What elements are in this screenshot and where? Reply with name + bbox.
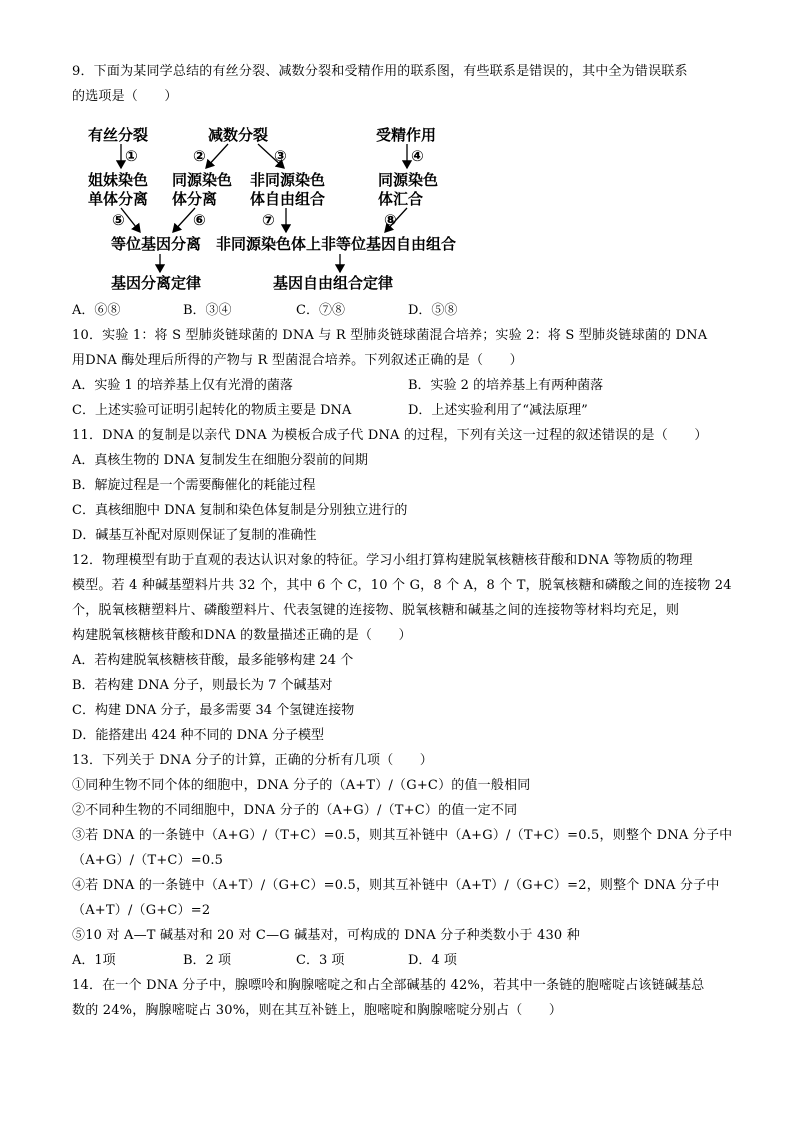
label-mitosis: 有丝分裂 xyxy=(88,126,149,144)
q9-option-b[interactable]: B．③④ xyxy=(183,303,232,318)
label-homolog-join-line2: 体汇合 xyxy=(378,190,424,208)
label-nonhomolog-line2: 体自由组合 xyxy=(250,190,326,208)
label-fertilization: 受精作用 xyxy=(376,126,437,144)
q13-option-b[interactable]: B．2 项 xyxy=(183,953,231,968)
q12-stem-line2: 模型。若 4 种碱基塑料片共 32 个，其中 6 个 C，10 个 G，8 个 A，8 个 T，脱氧核糖和磷酸之间的连接物 24 xyxy=(72,578,732,593)
q11-option-d[interactable]: D．碱基互补配对原则保证了复制的准确性 xyxy=(72,528,317,543)
q11-option-b[interactable]: B．解旋过程是一个需要酶催化的耗能过程 xyxy=(72,478,316,493)
q10-stem-line1: 10．实验 1：将 S 型肺炎链球菌的 DNA 与 R 型肺炎链球菌混合培养；实验 2：将 S 型肺炎链球菌的 DNA xyxy=(72,328,708,343)
marker-1: ① xyxy=(125,147,138,165)
q11-stem: 11．DNA 的复制是以亲代 DNA 为模板合成子代 DNA 的过程，下列有关这一过程的叙述错误的是（ ） xyxy=(72,428,708,443)
label-law-segregation: 基因分离定律 xyxy=(111,274,202,292)
q13-statement-4-line2: （A+T）/（G+C）=2 xyxy=(72,903,211,918)
marker-3: ③ xyxy=(274,147,287,165)
q12-stem-line1: 12．物理模型有助于直观的表达认识对象的特征。学习小组打算构建脱氧核糖核苷酸和DNA 等物质的物理 xyxy=(72,553,693,568)
q12-option-d[interactable]: D．能搭建出 424 种不同的 DNA 分子模型 xyxy=(72,728,324,743)
q13-statement-4-line1: ④若 DNA 的一条链中（A+T）/（G+C）=0.5，则其互补链中（A+T）/（G+C）=2，则整个 DNA 分子中 xyxy=(72,878,720,893)
q13-statement-5: ⑤10 对 A—T 碱基对和 20 对 C—G 碱基对，可构成的 DNA 分子种类数小于 430 种 xyxy=(72,928,580,943)
q13-stem: 13．下列关于 DNA 分子的计算，正确的分析有几项（ ） xyxy=(72,753,433,768)
q9-stem-line1: 9．下面为某同学总结的有丝分裂、减数分裂和受精作用的联系图，有些联系是错误的，其中全为错误联系 xyxy=(72,64,688,79)
marker-5: ⑤ xyxy=(112,211,125,229)
q10-option-a[interactable]: A．实验 1 的培养基上仅有光滑的菌落 xyxy=(72,378,293,393)
q14-stem-line2: 数的 24%，胸腺嘧啶占 30%，则在其互补链上，胞嘧啶和胸腺嘧啶分别占（ ） xyxy=(72,1003,563,1018)
q13-statement-3-line1: ③若 DNA 的一条链中（A+G）/（T+C）=0.5，则其互补链中（A+G）/（T+C）=0.5，则整个 DNA 分子中 xyxy=(72,828,733,843)
label-law-independent: 基因自由组合定律 xyxy=(273,274,394,292)
q9-option-a[interactable]: A．⑥⑧ xyxy=(72,303,121,318)
q10-stem-line2: 用DNA 酶处理后所得的产物与 R 型菌混合培养。下列叙述正确的是（ ） xyxy=(72,353,523,368)
label-homolog-sep-line1: 同源染色 xyxy=(172,171,233,189)
q10-option-b[interactable]: B．实验 2 的培养基上有两种菌落 xyxy=(408,378,604,393)
marker-8: ⑧ xyxy=(384,211,397,229)
label-nonallele-combination: 非同源染色体上非等位基因自由组合 xyxy=(216,235,457,253)
label-homolog-sep-line2: 体分离 xyxy=(172,190,218,208)
marker-2: ② xyxy=(193,147,206,165)
label-homolog-join-line1: 同源染色 xyxy=(378,171,439,189)
q12-option-a[interactable]: A．若构建脱氧核糖核苷酸，最多能够构建 24 个 xyxy=(72,653,354,668)
marker-7: ⑦ xyxy=(262,211,275,229)
q9-option-c[interactable]: C．⑦⑧ xyxy=(296,303,345,318)
q10-option-c[interactable]: C．上述实验可证明引起转化的物质主要是 DNA xyxy=(72,403,352,418)
q13-statement-1: ①同种生物不同个体的细胞中，DNA 分子的（A+T）/（G+C）的值一般相同 xyxy=(72,778,531,793)
label-nonhomolog-line1: 非同源染色 xyxy=(250,171,326,189)
label-meiosis: 减数分裂 xyxy=(208,126,269,144)
diagram-arrows xyxy=(0,0,794,300)
label-allele-segregation: 等位基因分离 xyxy=(111,235,202,253)
q13-statement-2: ②不同种生物的不同细胞中，DNA 分子的（A+G）/（T+C）的值一定不同 xyxy=(72,803,518,818)
marker-4: ④ xyxy=(411,147,424,165)
q13-option-d[interactable]: D．4 项 xyxy=(408,953,457,968)
q10-option-d[interactable]: D．上述实验利用了“减法原理” xyxy=(408,403,588,418)
marker-6: ⑥ xyxy=(193,211,206,229)
q13-option-a[interactable]: A．1项 xyxy=(72,953,116,968)
q9-stem-line2: 的选项是（ ） xyxy=(72,89,178,104)
q14-stem-line1: 14．在一个 DNA 分子中，腺嘌呤和胸腺嘧啶之和占全部碱基的 42%，若其中一条链的胞嘧啶占该链碱基总 xyxy=(72,978,705,993)
q12-option-c[interactable]: C．构建 DNA 分子，最多需要 34 个氢键连接物 xyxy=(72,703,355,718)
q11-option-c[interactable]: C．真核细胞中 DNA 复制和染色体复制是分别独立进行的 xyxy=(72,503,408,518)
q11-option-a[interactable]: A．真核生物的 DNA 复制发生在细胞分裂前的间期 xyxy=(72,453,368,468)
q12-option-b[interactable]: B．若构建 DNA 分子，则最长为 7 个碱基对 xyxy=(72,678,333,693)
q12-stem-line4: 构建脱氧核糖核苷酸和DNA 的数量描述正确的是（ ） xyxy=(72,628,412,643)
q12-stem-line3: 个，脱氧核糖塑料片、磷酸塑料片、代表氢键的连接物、脱氧核糖和碱基之间的连接物等材料均充足，则 xyxy=(72,603,680,618)
label-sister-line2: 单体分离 xyxy=(88,190,149,208)
q9-option-d[interactable]: D．⑤⑧ xyxy=(408,303,458,318)
q13-option-c[interactable]: C．3 项 xyxy=(296,953,345,968)
label-sister-line1: 姐妹染色 xyxy=(88,171,149,189)
q13-statement-3-line2: （A+G）/（T+C）=0.5 xyxy=(72,853,224,868)
